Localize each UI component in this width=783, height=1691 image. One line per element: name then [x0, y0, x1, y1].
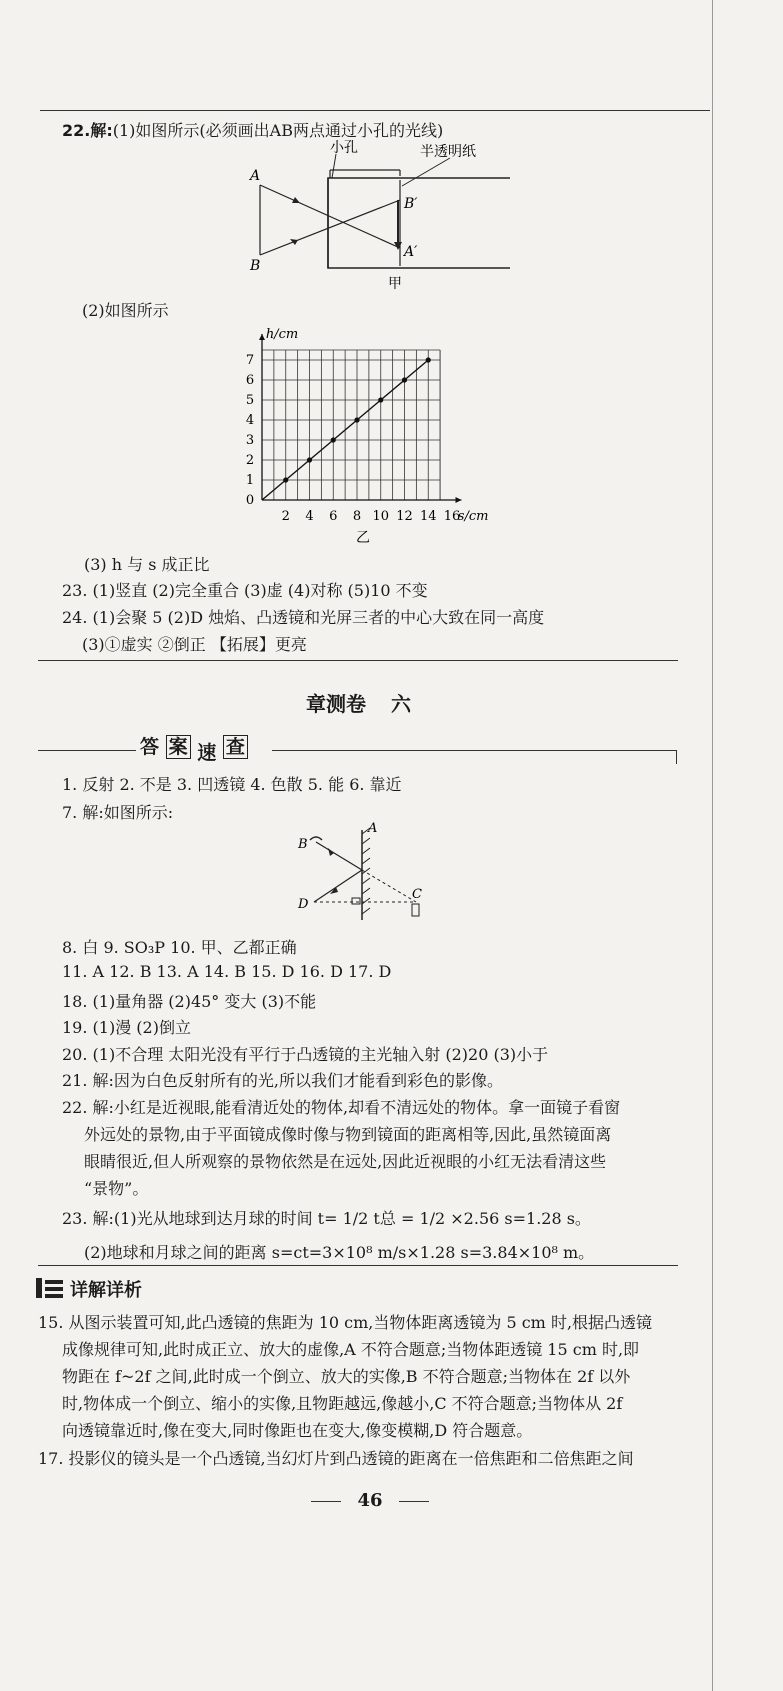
detail-15-d: 时,物体成一个倒立、缩小的实像,且物距越远,像越小,C 不符合题意;当物体从 2f	[62, 1394, 623, 1413]
ans-19: 19. (1)漫 (2)倒立	[62, 1018, 191, 1037]
data-point	[331, 437, 336, 442]
y-tick-label: 7	[245, 353, 255, 368]
label-paper: 半透明纸	[420, 144, 476, 160]
answers-header-rule-left	[38, 750, 136, 751]
top-rule	[40, 110, 710, 111]
label-B: B	[250, 258, 261, 274]
answers-header-char-3: 速	[197, 742, 217, 764]
section-rule	[38, 660, 678, 661]
x-tick-label: 10	[372, 509, 390, 524]
ans-23-a: 23. 解:(1)光从地球到达月球的时间 t= 1/2 t总 = 1/2 ×2.56 s=1.28 s。	[62, 1209, 591, 1228]
x-tick-label: 14	[419, 509, 437, 524]
q23-answer: 23. (1)竖直 (2)完全重合 (3)虚 (4)对称 (5)10 不变	[62, 581, 428, 600]
detail-15-c: 物距在 f~2f 之间,此时成一个倒立、放大的实像,B 不符合题意;当物体在 2f 以外	[62, 1367, 631, 1386]
detail-title: 详解详析	[70, 1280, 142, 1301]
q22-part1: 22.解:(1)如图所示(必须画出AB两点通过小孔的光线)	[62, 121, 444, 140]
x-tick-label: 16	[443, 509, 461, 524]
detail-title-icon	[36, 1278, 64, 1298]
y-tick-label: 6	[245, 373, 255, 388]
answers-header-char-4: 查	[223, 735, 248, 759]
data-point	[378, 397, 383, 402]
label-B-prime: B′	[404, 196, 418, 212]
detail-15-b: 成像规律可知,此时成正立、放大的虚像,A 不符合题意;当物体距透镜 15 cm 时,即	[62, 1340, 640, 1359]
mirror-reflection-diagram	[290, 820, 450, 930]
fig7-label-A: A	[368, 821, 378, 836]
y-tick-label: 2	[245, 453, 255, 468]
x-tick-label: 4	[305, 509, 314, 524]
y-axis-label: h/cm	[265, 327, 299, 342]
ans-22-d: “景物”。	[84, 1179, 149, 1198]
detail-15-e: 向透镜靠近时,像在变大,同时像距也在变大,像变模糊,D 符合题意。	[62, 1421, 533, 1440]
ans-23-b: (2)地球和月球之间的距离 s=ct=3×10⁸ m/s×1.28 s=3.84×10⁸ m。	[84, 1243, 595, 1262]
answers-header-char-1: 答	[140, 736, 160, 758]
label-A-prime: A′	[404, 244, 418, 260]
origin-label: 0	[245, 493, 255, 508]
detail-17-a: 17. 投影仪的镜头是一个凸透镜,当幻灯片到凸透镜的距离在一倍焦距和二倍焦距之间	[38, 1449, 634, 1468]
q24-answer-b: (3)①虚实 ②倒正 【拓展】更亮	[82, 635, 307, 654]
data-point	[402, 377, 407, 382]
label-pinhole: 小孔	[330, 140, 358, 156]
data-point	[426, 357, 431, 362]
caption-jia: 甲	[388, 276, 402, 290]
x-tick-label: 8	[352, 509, 362, 524]
data-point	[307, 457, 312, 462]
y-axis-arrow	[259, 334, 265, 340]
x-tick-label: 6	[329, 509, 338, 524]
detail-15-a: 15. 从图示装置可知,此凸透镜的焦距为 10 cm,当物体距离透镜为 5 cm 时,根据凸透镜	[38, 1313, 653, 1332]
ans-21: 21. 解:因为白色反射所有的光,所以我们才能看到彩色的影像。	[62, 1071, 504, 1090]
q24-answer-a: 24. (1)会聚 5 (2)D 烛焰、凸透镜和光屏三者的中心大致在同一高度	[62, 608, 545, 627]
y-tick-label: 3	[245, 433, 255, 448]
ans-22-b: 外远处的景物,由于平面镜成像时像与物到镜面的距离相等,因此,虽然镜面离	[84, 1125, 612, 1144]
answers-bottom-rule	[38, 1265, 678, 1266]
data-point	[354, 417, 359, 422]
answers-box-right	[676, 750, 677, 764]
right-margin-rule	[712, 0, 713, 1691]
y-tick-label: 4	[245, 413, 255, 428]
page-number: 46	[310, 1490, 430, 1511]
q22-part3: (3) h 与 s 成正比	[84, 555, 210, 574]
pinhole-camera-diagram	[240, 140, 530, 290]
ans-1-6: 1. 反射 2. 不是 3. 凹透镜 4. 色散 5. 能 6. 靠近	[62, 775, 402, 794]
q22-part2: (2)如图所示	[82, 301, 169, 320]
chart-caption: 乙	[356, 530, 370, 546]
h-vs-s-chart	[240, 318, 520, 548]
ans-22-c: 眼睛很近,但人所观察的景物依然是在远处,因此近视眼的小红无法看清这些	[84, 1152, 607, 1171]
data-point	[283, 477, 288, 482]
ans-11-17: 11. A 12. B 13. A 14. B 15. D 16. D 17. D	[62, 962, 392, 981]
answers-header	[140, 732, 248, 764]
fig7-label-D: D	[298, 897, 309, 912]
x-axis-label: s/cm	[457, 509, 489, 524]
x-tick-label: 12	[396, 509, 413, 524]
fig7-label-B: B	[298, 837, 308, 852]
fig7-label-C: C	[412, 887, 422, 902]
y-tick-label: 1	[245, 473, 255, 488]
x-axis-arrow	[456, 497, 462, 503]
ans-22-a: 22. 解:小红是近视眼,能看清近处的物体,却看不清远处的物体。拿一面镜子看窗	[62, 1098, 621, 1117]
x-tick-label: 2	[281, 509, 290, 524]
ans-7: 7. 解:如图所示:	[62, 803, 174, 822]
label-A: A	[250, 168, 261, 184]
ans-8-10: 8. 白 9. SO₃P 10. 甲、乙都正确	[62, 938, 297, 957]
y-tick-label: 5	[245, 393, 255, 408]
ans-18: 18. (1)量角器 (2)45° 变大 (3)不能	[62, 992, 317, 1011]
section-title: 章测卷 六	[306, 692, 411, 716]
ans-20: 20. (1)不合理 太阳光没有平行于凸透镜的主光轴入射 (2)20 (3)小于	[62, 1045, 549, 1064]
answers-header-rule-right	[272, 750, 676, 751]
answers-header-char-2: 案	[166, 735, 191, 759]
